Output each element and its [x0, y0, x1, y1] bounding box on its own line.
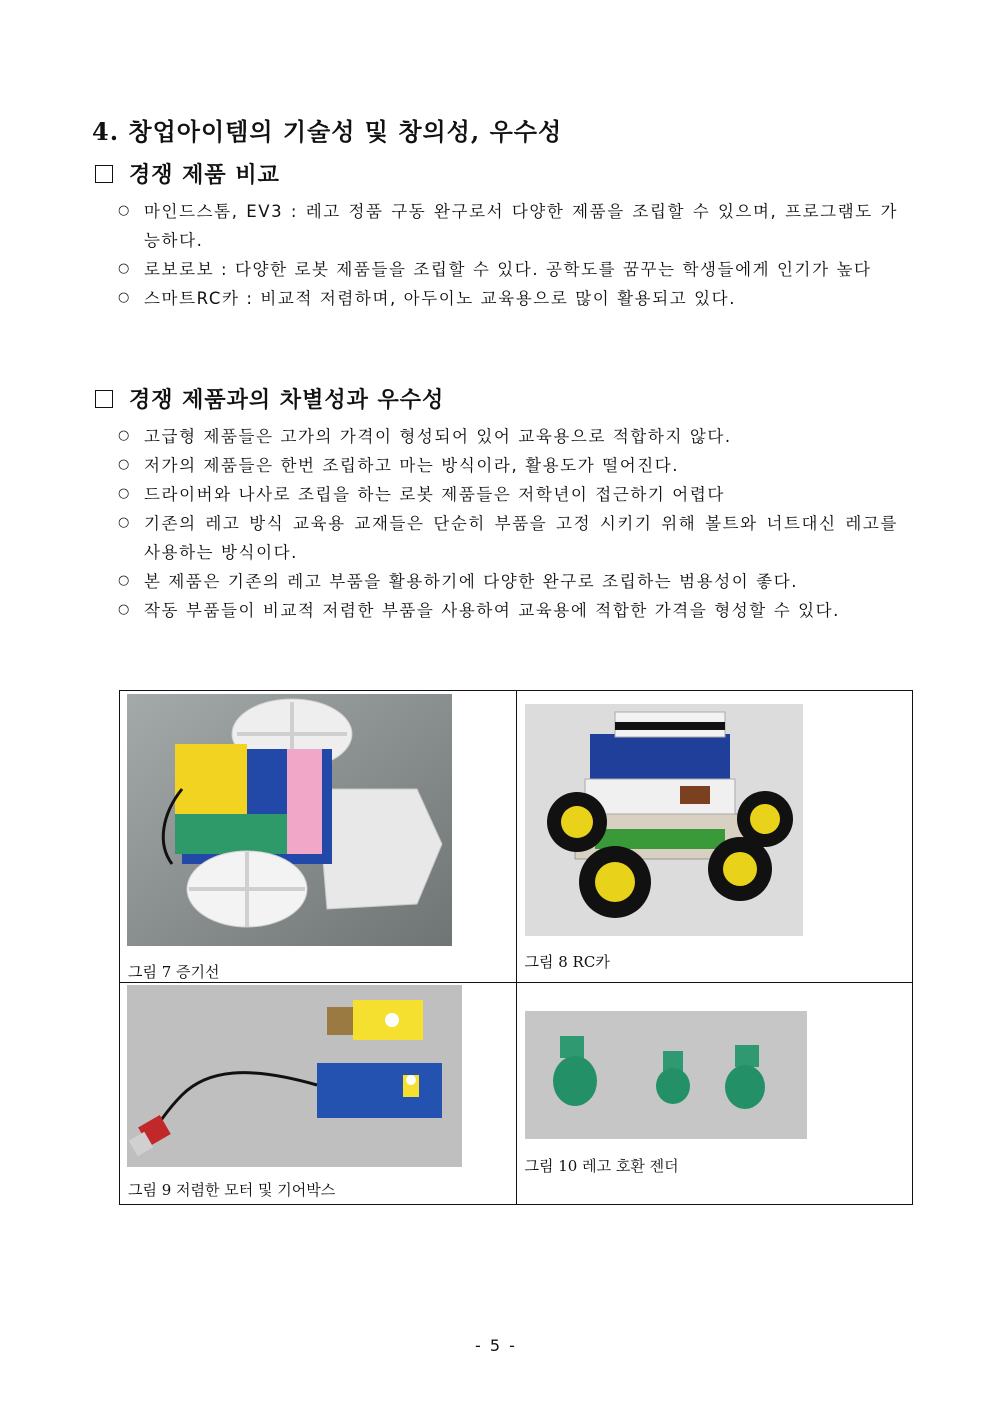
rc-car-photo: [525, 704, 803, 936]
bullet-circle-icon: ○: [118, 428, 131, 443]
figure-caption: 그림 9 저렴한 모터 및 기어박스: [128, 1181, 336, 1199]
bullet-circle-icon: ○: [118, 203, 131, 218]
bullet-circle-icon: ○: [118, 290, 131, 305]
subsection-heading-comparison: [95, 158, 280, 189]
bullet-circle-icon: ○: [118, 602, 131, 617]
subsection-title: 경쟁 제품과의 차별성과 우수성: [129, 387, 445, 413]
figure-caption: 그림 7 증기선: [128, 963, 220, 981]
bullet-circle-icon: ○: [118, 486, 131, 501]
subsection-title: 경쟁 제품 비교: [129, 162, 280, 188]
checkbox-square-icon: [95, 390, 113, 408]
checkbox-square-icon: [95, 165, 113, 183]
figure-cell-rc-car: [516, 691, 913, 983]
list-item: ○ 저가의 제품들은 한번 조립하고 마는 방식이라, 활용도가 떨어진다.: [118, 451, 898, 480]
list-item: ○ 드라이버와 나사로 조립을 하는 로봇 제품들은 저학년이 접근하기 어렵다: [118, 480, 898, 509]
figure-caption: 그림 8 RC카: [524, 953, 610, 971]
list-item: ○ 로보로보 : 다양한 로봇 제품들을 조립할 수 있다. 공학도를 꿈꾸는 학생들에게 인기가 높다: [118, 255, 898, 284]
figure-cell-steamboat: [120, 691, 517, 983]
list-item: ○ 고급형 제품들은 고가의 가격이 형성되어 있어 교육용으로 적합하지 않다.: [118, 422, 898, 451]
list-item: ○ 작동 부품들이 비교적 저렴한 부품을 사용하여 교육용에 적합한 가격을 형성할 수 있다.: [118, 596, 898, 625]
steamboat-photo: [127, 694, 452, 946]
subsection-heading-differentiation: [95, 383, 444, 414]
bullet-circle-icon: ○: [118, 457, 131, 472]
list-item: ○ 본 제품은 기존의 레고 부품을 활용하기에 다양한 완구로 조립하는 범용성이 좋다.: [118, 567, 898, 596]
differentiation-list: [118, 422, 898, 625]
lego-adapter-photo: [525, 1011, 807, 1139]
bullet-circle-icon: ○: [118, 261, 131, 276]
page-number: - 5 -: [475, 1336, 517, 1355]
bullet-circle-icon: ○: [118, 515, 131, 530]
figure-cell-lego-adapter: [516, 983, 913, 1205]
figure-table: [119, 690, 913, 1205]
motor-gearbox-photo: [127, 985, 462, 1167]
comparison-list: [118, 197, 898, 313]
figure-caption: 그림 10 레고 호환 젠더: [524, 1157, 679, 1175]
list-item: ○ 스마트RC카 : 비교적 저렴하며, 아두이노 교육용으로 많이 활용되고 있다.: [118, 284, 898, 313]
section-heading: 4. 창업아이템의 기술성 및 창의성, 우수성: [92, 117, 563, 146]
bullet-circle-icon: ○: [118, 573, 131, 588]
list-item: ○ 마인드스톰, EV3 : 레고 정품 구동 완구로서 다양한 제품을 조립할 수 있으며, 프로그램도 가능하다.: [118, 197, 898, 255]
list-item: ○ 기존의 레고 방식 교육용 교재들은 단순히 부품을 고정 시키기 위해 볼트와 너트대신 레고를 사용하는 방식이다.: [118, 509, 898, 567]
figure-cell-motor-gearbox: [120, 983, 517, 1205]
